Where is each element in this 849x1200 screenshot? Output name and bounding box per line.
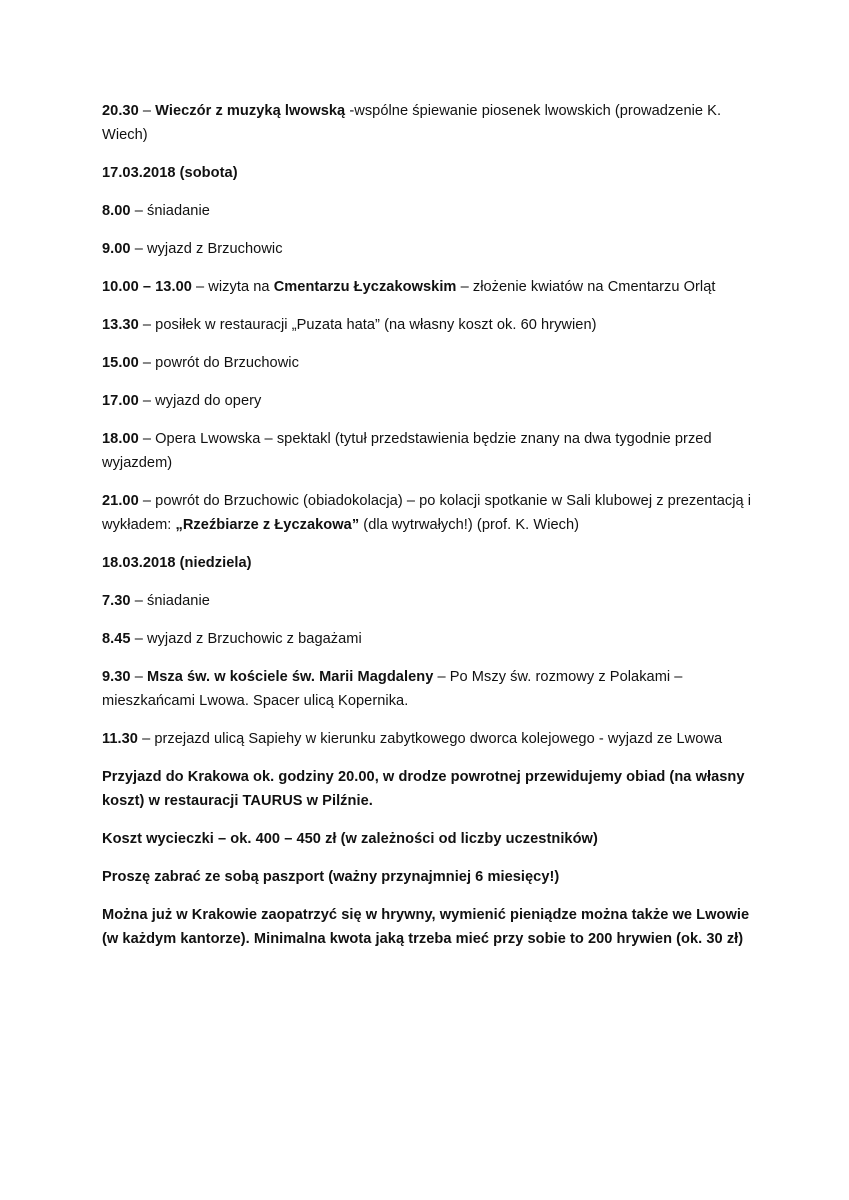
bold-text-run: Proszę zabrać ze sobą paszport (ważny przynajmniej 6 miesięcy!): [102, 869, 560, 885]
bold-text-run: Msza św. w kościele św. Marii Magdaleny: [147, 669, 434, 685]
schedule-paragraph: [102, 665, 752, 713]
schedule-paragraph: [102, 313, 752, 337]
schedule-paragraph: [102, 765, 752, 813]
text-run: – przejazd ulicą Sapiehy w kierunku zabytkowego dworca kolejowego - wyjazd ze Lwowa: [137, 731, 723, 747]
bold-text-run: 20.30: [102, 103, 139, 119]
text-run: – złożenie kwiatów na Cmentarzu Orląt: [456, 279, 716, 295]
schedule-paragraph: [102, 489, 752, 537]
bold-text-run: 18.03.2018 (niedziela): [102, 555, 252, 571]
bold-text-run: Wieczór z muzyką lwowską: [155, 103, 346, 119]
bold-text-run: Koszt wycieczki – ok. 400 – 450 zł (w zależności od liczby uczestników): [102, 831, 598, 847]
schedule-paragraph: [102, 589, 752, 613]
document-body: [102, 99, 752, 965]
text-run: – Po Mszy św. rozmowy z Polakami – mieszkańcami Lwowa. Spacer ulicą Kopernika.: [102, 669, 683, 709]
schedule-paragraph: [102, 99, 752, 147]
text-run: – śniadanie: [130, 593, 210, 609]
bold-text-run: 9.30: [102, 669, 131, 685]
schedule-paragraph: [102, 161, 752, 185]
text-run: – posiłek w restauracji „Puzata hata” (na własny koszt ok. 60 hrywien): [138, 317, 597, 333]
text-run: – śniadanie: [130, 203, 210, 219]
schedule-paragraph: [102, 551, 752, 575]
schedule-paragraph: [102, 427, 752, 475]
schedule-paragraph: [102, 865, 752, 889]
text-run: – powrót do Brzuchowic (obiadokolacja) – po kolacji spotkanie w Sali klubowej z prezentacją i wykładem:: [102, 493, 752, 533]
bold-text-run: 13.30: [102, 317, 139, 333]
schedule-paragraph: [102, 389, 752, 413]
text-run: – Opera Lwowska – spektakl (tytuł przedstawienia będzie znany na dwa tygodnie przed wyjazdem): [102, 431, 712, 471]
bold-text-run: Przyjazd do Krakowa ok. godziny 20.00, w drodze powrotnej przewidujemy obiad (na własny koszt) w restauracji TAURUS w Pilźnie.: [102, 769, 745, 809]
bold-text-run: 8.45: [102, 631, 131, 647]
schedule-paragraph: [102, 727, 752, 751]
bold-text-run: „Rzeźbiarze z Łyczakowa”: [175, 517, 360, 533]
text-run: – wyjazd do opery: [138, 393, 262, 409]
text-run: (dla wytrwałych!) (prof. K. Wiech): [359, 517, 580, 533]
bold-text-run: 18.00: [102, 431, 139, 447]
bold-text-run: 10.00 – 13.00: [102, 279, 192, 295]
text-run: – wizyta na: [191, 279, 274, 295]
bold-text-run: 11.30: [102, 731, 138, 747]
schedule-paragraph: [102, 827, 752, 851]
text-run: – wyjazd z Brzuchowic: [130, 241, 283, 257]
bold-text-run: 15.00: [102, 355, 139, 371]
schedule-paragraph: [102, 351, 752, 375]
bold-text-run: 8.00: [102, 203, 131, 219]
text-run: – wyjazd z Brzuchowic z bagażami: [130, 631, 362, 647]
bold-text-run: Cmentarzu Łyczakowskim: [273, 279, 457, 295]
bold-text-run: 9.00: [102, 241, 131, 257]
schedule-paragraph: [102, 199, 752, 223]
bold-text-run: 17.03.2018 (sobota): [102, 165, 238, 181]
schedule-paragraph: [102, 903, 752, 951]
schedule-paragraph: [102, 275, 752, 299]
bold-text-run: 21.00: [102, 493, 139, 509]
bold-text-run: Można już w Krakowie zaopatrzyć się w hrywny, wymienić pieniądze można także we Lwowie (w każdym kantorze). Minimalna kwota jaką trzeba mieć przy sobie to 200 hrywien (ok. 30 zł): [102, 907, 750, 947]
text-run: -wspólne śpiewanie piosenek lwowskich (prowadzenie K. Wiech): [102, 103, 722, 143]
text-run: –: [138, 103, 156, 119]
bold-text-run: 17.00: [102, 393, 139, 409]
schedule-paragraph: [102, 627, 752, 651]
text-run: – powrót do Brzuchowic: [138, 355, 299, 371]
schedule-paragraph: [102, 237, 752, 261]
bold-text-run: 7.30: [102, 593, 131, 609]
text-run: –: [130, 669, 147, 685]
